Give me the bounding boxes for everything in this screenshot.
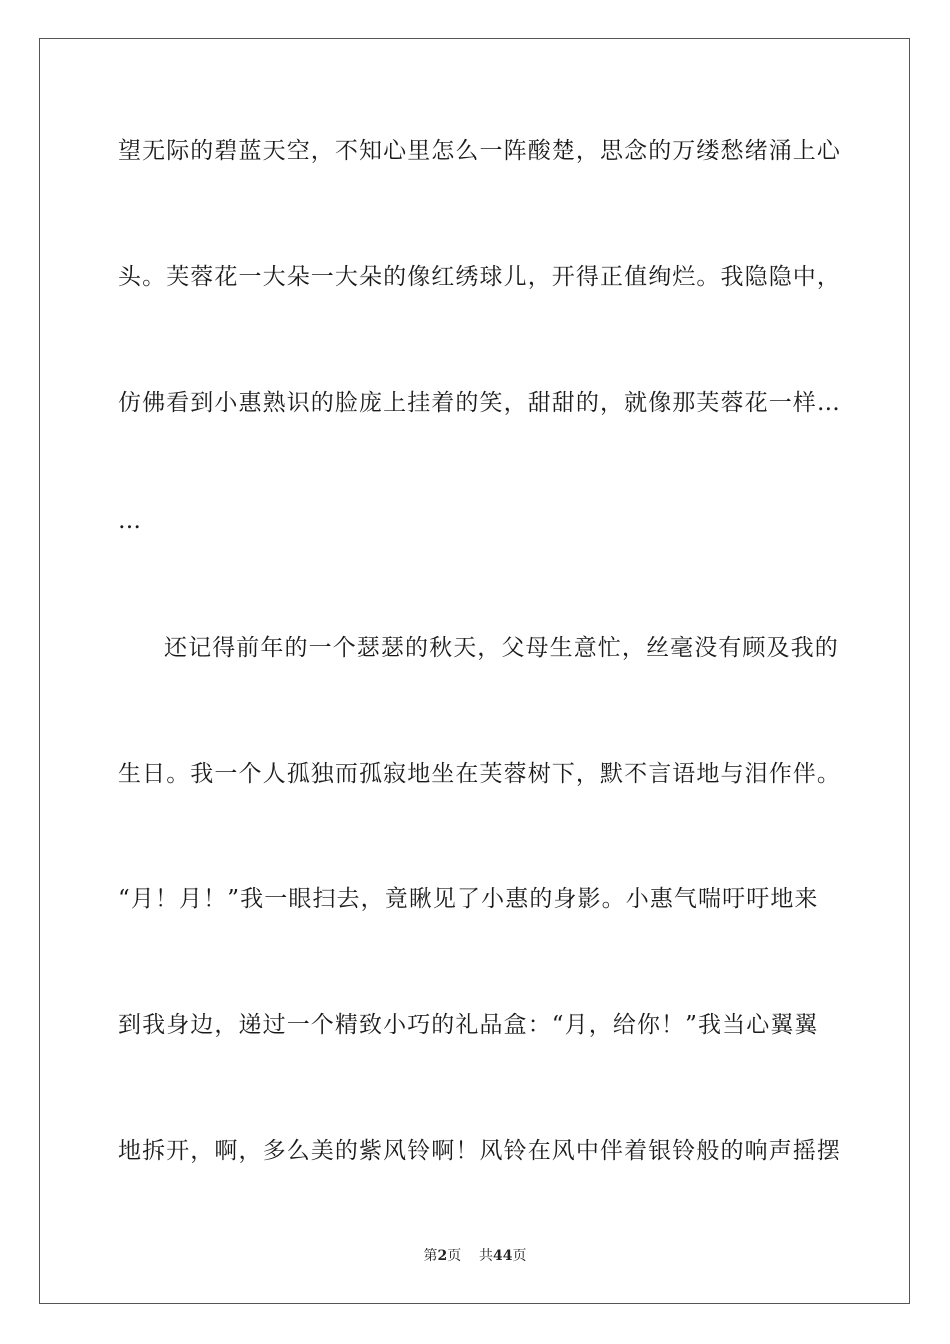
page-border [39,38,910,1304]
text-line-6: 生日。我一个人孤独而孤寂地坐在芙蓉树下，默不言语地与泪作伴。 [118,761,841,787]
text-line-3: 仿佛看到小惠熟识的脸庞上挂着的笑，甜甜的，就像那芙蓉花一样… [118,390,841,416]
page-footer [0,1247,950,1265]
total-suffix: 页 [512,1248,527,1264]
page-prefix: 第 [423,1248,438,1264]
page-number: 2 [437,1248,448,1264]
text-line-4: … [118,508,143,534]
text-line-2: 头。芙蓉花一大朵一大朵的像红绣球儿，开得正值绚烂。我隐隐中， [118,264,841,290]
page-suffix: 页 [447,1248,462,1264]
text-line-7: “月！月！”我一眼扫去，竟瞅见了小惠的身影。小惠气喘吁吁地来 [118,886,819,912]
text-line-8: 到我身边，递过一个精致小巧的礼品盒：“月，给你！”我当心翼翼 [118,1012,819,1038]
text-line-9: 地拆开，啊，多么美的紫风铃啊！风铃在风中伴着银铃般的响声摇摆 [118,1138,841,1164]
text-line-1: 望无际的碧蓝天空，不知心里怎么一阵酸楚，思念的万缕愁绪涌上心 [118,138,841,164]
total-pages: 44 [493,1248,513,1264]
total-prefix: 共 [479,1248,494,1264]
text-line-5: 还记得前年的一个瑟瑟的秋天，父母生意忙，丝毫没有顾及我的 [164,635,839,661]
